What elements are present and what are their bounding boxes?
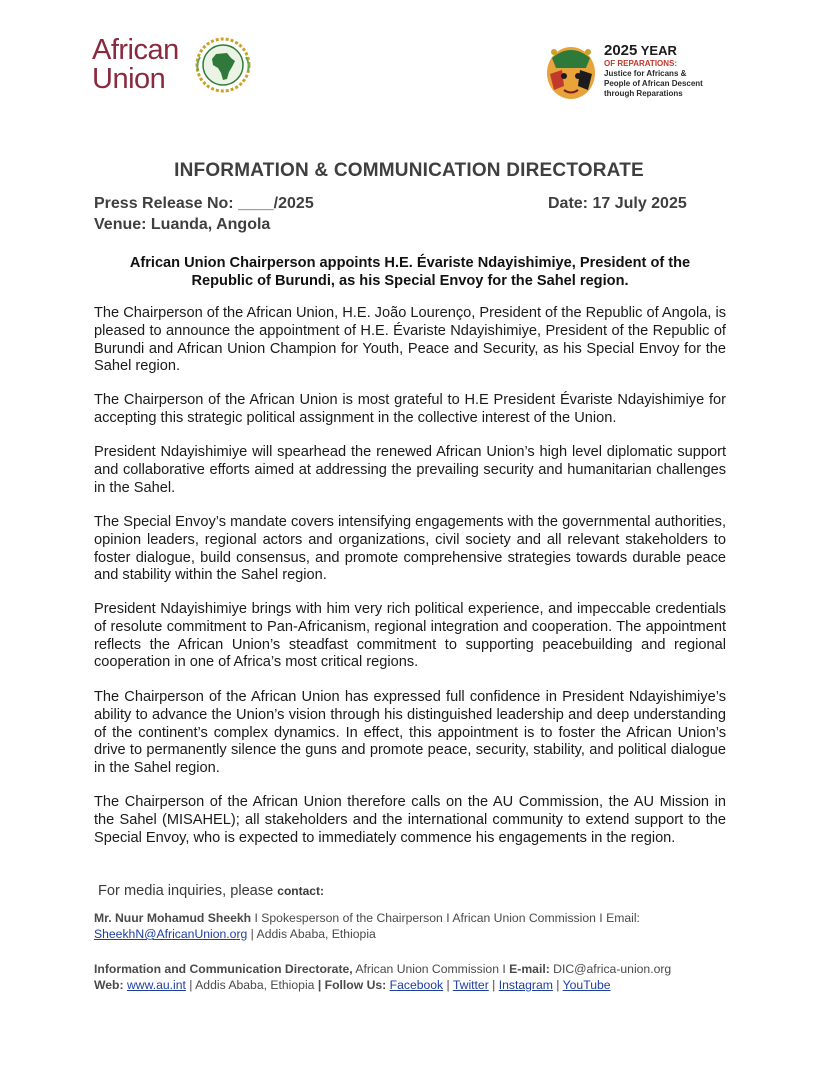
media-inquiries-label: For media inquiries, please contact: bbox=[98, 883, 324, 899]
reparations-mask-icon bbox=[542, 40, 600, 102]
media-contact bbox=[94, 910, 726, 942]
reparations-year: 2025 YEAR bbox=[604, 42, 677, 59]
website-link[interactable]: www.au.int bbox=[126, 978, 186, 992]
headline bbox=[94, 254, 726, 290]
logo-word-union: Union bbox=[92, 63, 166, 95]
contact-role: I Spokesperson of the Chairperson I African Union Commission I Email: bbox=[251, 911, 640, 925]
contact-location: | Addis Ababa, Ethiopia bbox=[247, 927, 376, 941]
facebook-link[interactable]: Facebook bbox=[389, 978, 444, 992]
body-paragraph-1: The Chairperson of the African Union, H.E. João Lourenço, President of the Republic of Angola, is pleased to announce the appointment of H.E. Évariste Ndayishimiye, President of the Republic of Burundi and African Union Champion for Youth, Peace and Security, as his Special Envoy for the Sahel region. bbox=[94, 305, 726, 375]
headline-line-1: African Union Chairperson appoints H.E. Évariste Ndayishimiye, President of the bbox=[129, 255, 691, 271]
body-paragraph-5: President Ndayishimiye brings with him very rich political experience, and impeccable credentials of resolute commitment to Pan-Africanism, regional integration and cooperation. The appointment reflects the African Union’s steadfast commitment to supporting peacebuilding and regional cooperation in one of Africa’s most critical regions. bbox=[94, 601, 726, 671]
instagram-link[interactable]: Instagram bbox=[498, 978, 553, 992]
release-date: Date: 17 July 2025 bbox=[548, 195, 687, 212]
venue: Venue: Luanda, Angola bbox=[94, 216, 271, 233]
body-paragraph-6: The Chairperson of the African Union has expressed full confidence in President Ndayishimiye’s ability to advance the Union’s vision through his distinguished leadership and deep understanding of the continent’s complex dynamics. In effect, this appointment is to foster the African Union’s drive to permanently silence the guns and promote peace, security, stability, and political dialogue in the Sahel region. bbox=[94, 689, 726, 777]
youtube-link[interactable]: YouTube bbox=[562, 978, 611, 992]
body-paragraph-2: The Chairperson of the African Union is most grateful to H.E President Évariste Ndayishimiye for accepting this strategic political assignment in the collective interest of the Union. bbox=[94, 392, 726, 426]
press-release-number: Press Release No: ____/2025 bbox=[94, 195, 314, 212]
contact-name: Mr. Nuur Mohamud Sheekh bbox=[94, 911, 252, 925]
footer-email: DIC@africa-union.org bbox=[549, 962, 672, 976]
contact-email-link[interactable]: SheekhN@AfricanUnion.org bbox=[94, 927, 248, 941]
reparations-line-2: People of African Descent bbox=[604, 79, 703, 88]
footer-directorate: Information and Communication Directorate, African Union Commission I E-mail: DIC@africa-union.org Web: www.au.int | Addis Ababa, Ethiopia | Follow Us: Facebook | Twitter | Instagram | YouTube bbox=[94, 962, 672, 992]
body-paragraph-4: The Special Envoy’s mandate covers intensifying engagements with the governmental authorities, opinion leaders, regional actors and organizations, civil society and all relevant stakeholders to foster dialogue, build consensus, and promote comprehensive strategies towards durable peace and stability within the Sahel region. bbox=[94, 514, 726, 584]
twitter-link[interactable]: Twitter bbox=[452, 978, 489, 992]
body-paragraph-7: The Chairperson of the African Union therefore calls on the AU Commission, the AU Mission in the Sahel (MISAHEL); all stakeholders and the international community to extend support to the Special Envoy, who is expected to immediately commence his engagements in the region. bbox=[94, 794, 726, 846]
au-emblem-icon bbox=[194, 36, 252, 94]
reparations-line-3: through Reparations bbox=[604, 89, 683, 98]
african-union-logo bbox=[92, 32, 262, 98]
body-paragraph-3: President Ndayishimiye will spearhead the renewed African Union’s high level diplomatic support and collaborative efforts aimed at addressing the prevailing security and humanitarian challenges in the Sahel. bbox=[94, 444, 726, 496]
reparations-line-1: Justice for Africans & bbox=[604, 69, 687, 78]
directorate-title: INFORMATION & COMMUNICATION DIRECTORATE bbox=[174, 160, 644, 181]
logo-word-african: African bbox=[92, 34, 179, 66]
reparations-subtitle: OF REPARATIONS: bbox=[604, 59, 678, 68]
headline-line-2: Republic of Burundi, as his Special Envoy for the Sahel region. bbox=[191, 273, 629, 289]
year-of-reparations-logo bbox=[542, 40, 742, 104]
